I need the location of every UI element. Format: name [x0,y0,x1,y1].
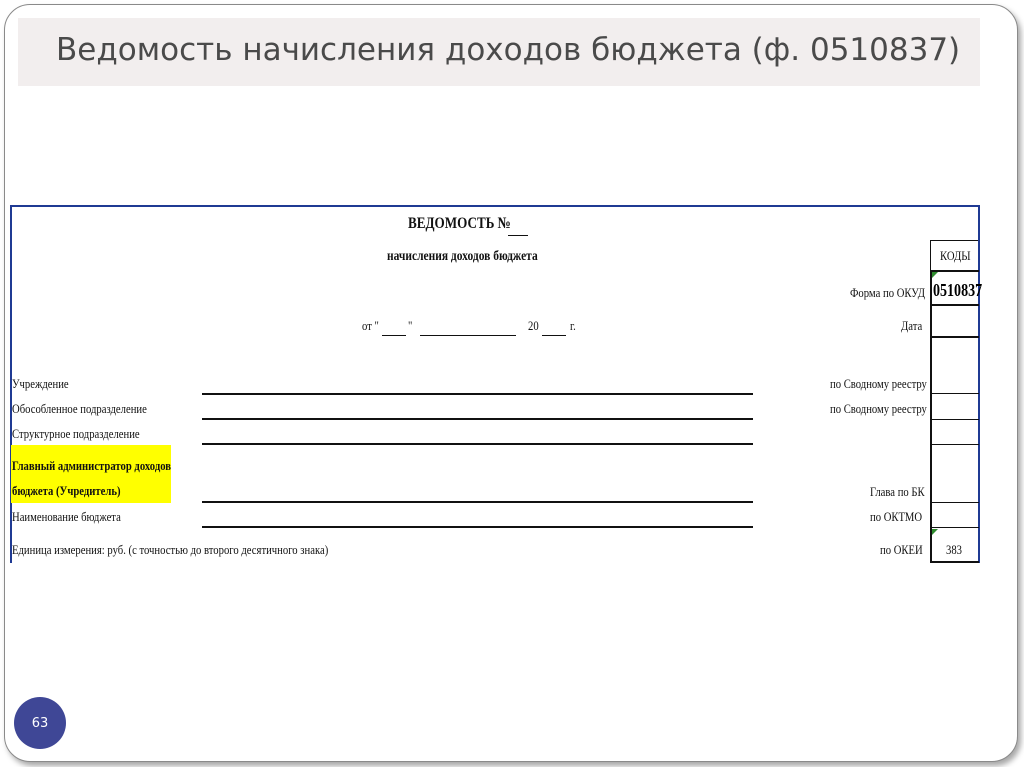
number-blank [508,235,528,236]
okud-label: Форма по ОКУД [850,285,926,300]
institution-registry-label: по Сводному реестру [830,376,927,391]
codes-row-line-5 [930,419,979,420]
cell-marker [932,529,938,535]
codes-row-line-8 [930,527,979,528]
codes-row-line-2 [930,304,979,306]
admin-label-line1: Главный администратор доходов [12,458,172,473]
codes-row-line-4 [930,393,979,394]
form-border-top [10,205,980,207]
date-prefix: от " [362,318,379,333]
date-day-blank [382,335,406,336]
cell-marker [932,272,938,278]
codes-col-left [930,270,932,562]
slide-title: Ведомость начисления доходов бюджета (ф. 0510837) [56,32,961,68]
unit-label: Единица измерения: руб. (с точностью до второго десятичного знака) [12,542,329,557]
admin-fill-line [202,501,753,503]
form-border-right [978,205,980,563]
date-label: Дата [901,318,923,333]
form-header-title: ВЕДОМОСТЬ № [408,215,511,232]
okei-value: 383 [946,542,962,557]
codes-row-line-6 [930,444,979,445]
oktmo-label: по ОКТМО [870,509,923,524]
codes-header-top [930,240,978,241]
subdivision-fill-line [202,418,753,420]
codes-header-left [930,240,931,270]
structural-label: Структурное подразделение [12,426,140,441]
institution-fill-line [202,393,753,395]
okei-label: по ОКЕИ [880,542,923,557]
page-number-badge: 63 [14,697,66,749]
date-month-blank [420,335,516,336]
codes-row-line-9 [930,561,979,563]
okud-value: 0510837 [933,280,983,300]
admin-label-line2: бюджета (Учредитель) [12,483,121,498]
institution-label: Учреждение [12,376,69,391]
form-header-subtitle: начисления доходов бюджета [387,249,538,264]
subdivision-registry-label: по Сводному реестру [830,401,927,416]
year-prefix: 20 [528,318,539,333]
budget-fill-line [202,526,753,528]
codes-header: КОДЫ [940,248,971,263]
bk-chapter-label: Глава по БК [870,484,925,499]
date-quote: " [408,318,413,333]
structural-fill-line [202,443,753,445]
date-year-blank [542,335,566,336]
budget-label: Наименование бюджета [12,509,121,524]
subdivision-label: Обособленное подразделение [12,401,147,416]
year-suffix: г. [570,318,576,333]
codes-row-line-3 [930,336,979,338]
codes-row-line-7 [930,502,979,503]
